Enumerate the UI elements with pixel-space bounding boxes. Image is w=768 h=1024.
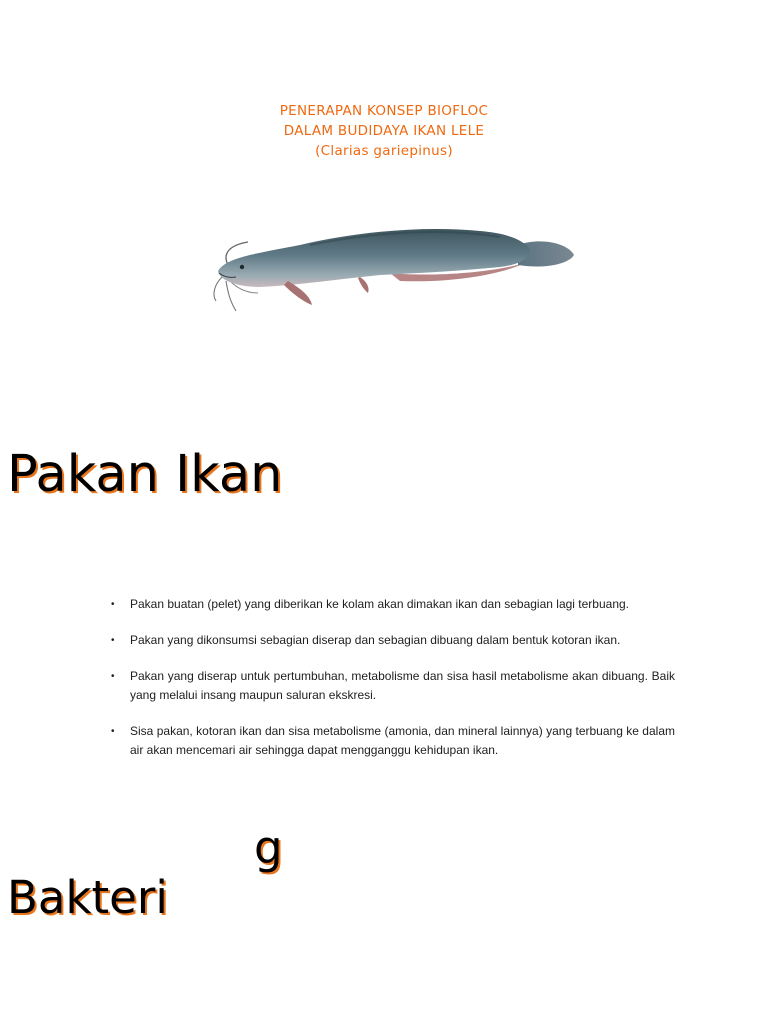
pakan-bullet-list xyxy=(110,595,675,777)
catfish-illustration-icon xyxy=(200,215,580,320)
clipped-glyph: g xyxy=(254,821,283,874)
bullet-marker: • xyxy=(111,671,115,682)
section-heading-pakan-ikan: Pakan Ikan xyxy=(7,445,283,504)
slide-title-line-1: PENERAPAN KONSEP BIOFLOC xyxy=(279,103,489,119)
list-item xyxy=(110,722,675,760)
slide-title-line-3: (Clarias gariepinus) xyxy=(315,143,453,159)
slide-title-line-2: DALAM BUDIDAYA IKAN LELE xyxy=(283,123,485,139)
list-item xyxy=(110,595,675,614)
list-item-text: Pakan buatan (pelet) yang diberikan ke kolam akan dimakan ikan dan sebagian lagi terbuang. xyxy=(130,597,629,611)
list-item-text: Sisa pakan, kotoran ikan dan sisa metabolisme (amonia, dan mineral lainnya) yang terbuang ke dalam air akan mencemari air sehingga dapat mengganggu kehidupan ikan. xyxy=(130,724,675,757)
list-item xyxy=(110,631,675,650)
clipped-heading-fragment xyxy=(254,821,283,874)
list-item-text: Pakan yang diserap untuk pertumbuhan, metabolisme dan sisa hasil metabolisme akan dibuang. Baik yang melalui insang maupun saluran ekskresi. xyxy=(130,669,675,702)
list-item-text: Pakan yang dikonsumsi sebagian diserap dan sebagian dibuang dalam bentuk kotoran ikan. xyxy=(130,633,621,647)
section-heading-bakteri: Bakteri xyxy=(7,871,168,924)
bullet-marker: • xyxy=(111,726,115,737)
bullet-marker: • xyxy=(111,599,115,610)
slide-title xyxy=(0,101,768,161)
bullet-marker: • xyxy=(111,635,115,646)
list-item xyxy=(110,667,675,705)
